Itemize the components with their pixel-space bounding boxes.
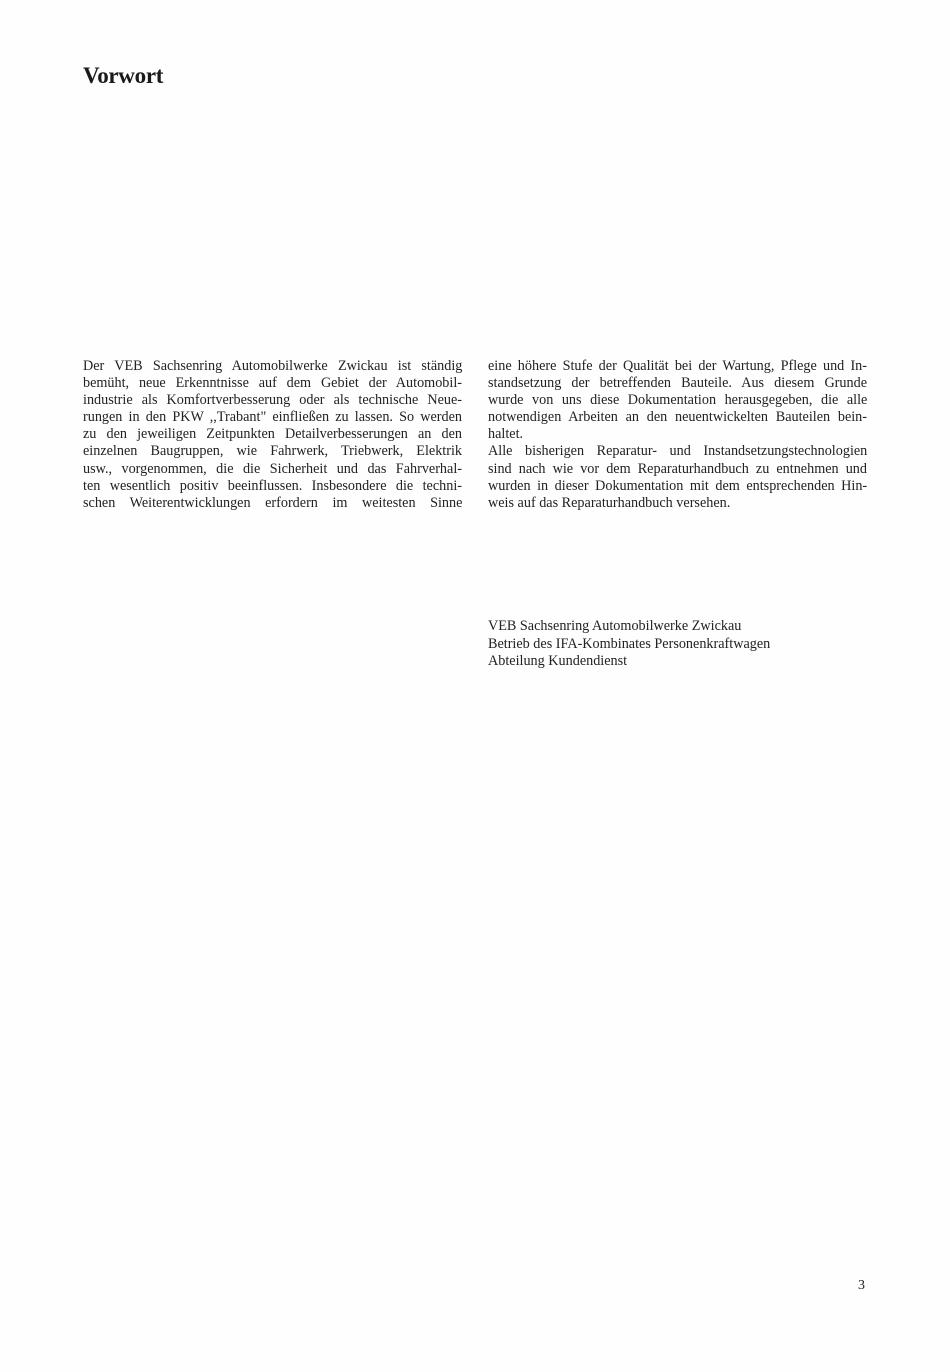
left-text-column bbox=[83, 358, 462, 512]
paragraph-line: ten wesentlich positiv beeinflussen. Insbesondere die techni- bbox=[83, 477, 462, 494]
paragraph-line: zu den jeweiligen Zeitpunkten Detailverbesserungen an den bbox=[83, 426, 462, 443]
signature-line: VEB Sachsenring Automobilwerke Zwickau bbox=[488, 618, 742, 634]
page-title: Vorwort bbox=[83, 63, 164, 88]
signature-block bbox=[488, 618, 770, 671]
paragraph-line: Alle bisherigen Reparatur- und Instandsetzungstechnologien bbox=[488, 443, 868, 460]
signature-line: Betrieb des IFA-Kombinates Personenkraftwagen bbox=[488, 635, 771, 652]
paragraph-line: industrie als Komfortverbesserung oder als technische Neue- bbox=[83, 392, 462, 409]
page-number: 3 bbox=[858, 1278, 865, 1293]
paragraph-line: haltet. bbox=[488, 426, 524, 443]
paragraph-line: einzelnen Baugruppen, wie Fahrwerk, Triebwerk, Elektrik bbox=[83, 443, 462, 460]
paragraph-line: Der VEB Sachsenring Automobilwerke Zwickau ist ständig bbox=[83, 358, 463, 374]
paragraph-line: standsetzung der betreffenden Bauteile. Aus diesem Grunde bbox=[488, 375, 867, 392]
paragraph-line: notwendigen Arbeiten an den neuentwickelten Bauteilen bein- bbox=[488, 409, 867, 426]
paragraph-line: schen Weiterentwicklungen erfordern im weitesten Sinne bbox=[83, 494, 463, 511]
signature-line: Abteilung Kundendienst bbox=[488, 653, 628, 669]
paragraph-line: bemüht, neue Erkenntnisse auf dem Gebiet der Automobil- bbox=[83, 375, 462, 392]
right-text-column bbox=[488, 358, 867, 512]
paragraph-line: sind nach wie vor dem Reparaturhandbuch zu entnehmen und bbox=[488, 460, 867, 477]
paragraph-line: wurden in dieser Dokumentation mit dem entsprechenden Hin- bbox=[488, 477, 868, 494]
paragraph-line: usw., vorgenommen, die die Sicherheit und das Fahrverhal- bbox=[83, 460, 462, 477]
paragraph-line: weis auf das Reparaturhandbuch versehen. bbox=[488, 494, 731, 511]
paragraph-line: wurde von uns diese Dokumentation herausgegeben, die alle bbox=[488, 392, 868, 409]
paragraph-line: rungen in den PKW ,,Trabant" einfließen zu lassen. So werden bbox=[83, 409, 462, 426]
paragraph-line: eine höhere Stufe der Qualität bei der Wartung, Pflege und In- bbox=[488, 358, 867, 374]
